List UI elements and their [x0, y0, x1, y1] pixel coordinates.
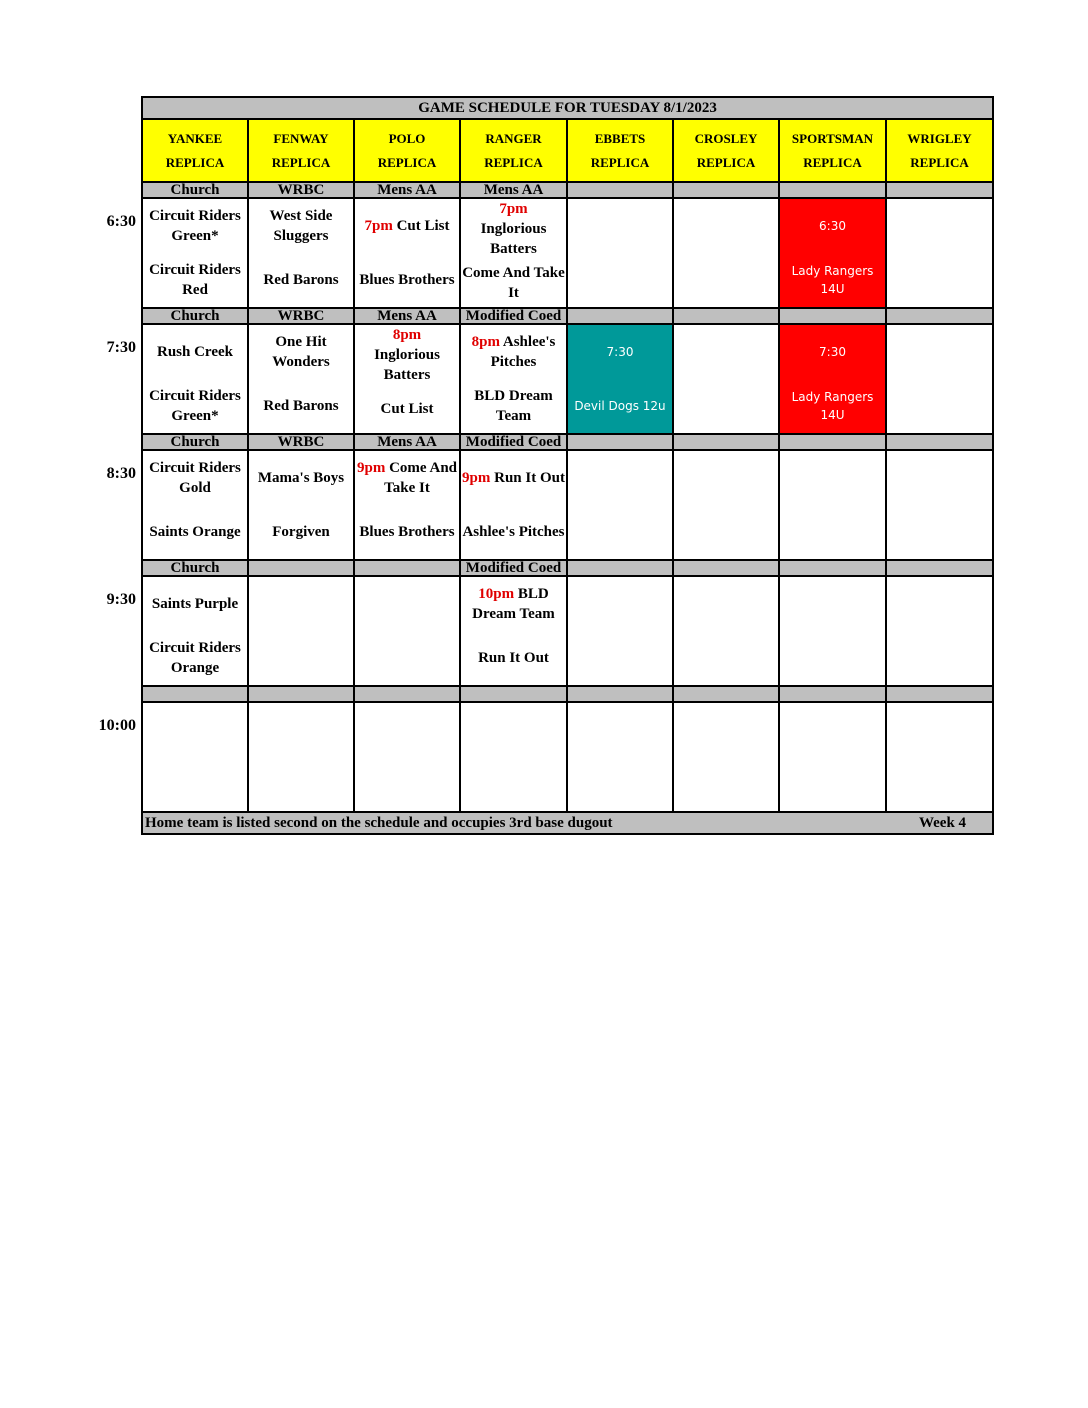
field-header-ranger — [460, 119, 567, 182]
footer-row — [142, 812, 993, 834]
league-label: Mens AA — [354, 308, 460, 324]
game-cell — [460, 702, 567, 812]
home-team — [568, 757, 672, 811]
game-cell-content — [780, 199, 885, 307]
away-team — [461, 325, 566, 379]
game-cell — [460, 198, 567, 308]
game-cell-content — [568, 577, 672, 685]
league-row — [142, 686, 993, 702]
field-header-crosley — [673, 119, 779, 182]
game-cell-content — [887, 451, 992, 559]
home-team — [568, 505, 672, 559]
field-header-polo — [354, 119, 460, 182]
home-team — [780, 631, 885, 685]
home-team — [355, 631, 459, 685]
game-cell — [779, 450, 886, 560]
away-team — [143, 325, 247, 379]
game-cell-content — [461, 325, 566, 433]
team-name: Mama's Boys — [257, 470, 345, 486]
time-label: 10:00 — [98, 717, 136, 734]
game-cell-content — [143, 325, 247, 433]
game-cell — [460, 576, 567, 686]
away-team — [674, 325, 778, 379]
home-team: Lady Rangers 14U — [791, 390, 874, 422]
game-cell-content — [568, 325, 672, 433]
away-team — [674, 451, 778, 505]
game-cell-content — [674, 451, 778, 559]
game-cell — [248, 450, 354, 560]
home-team — [674, 757, 778, 811]
game-cell — [779, 198, 886, 308]
game-cell-content — [780, 577, 885, 685]
game-cell-content — [887, 199, 992, 307]
home-team-note: Home team is listed second on the schedule and occupies 3rd base dugout — [145, 815, 613, 831]
away-team — [355, 703, 459, 757]
game-cell-content — [674, 199, 778, 307]
away-team — [887, 577, 992, 631]
start-time: 7pm — [364, 218, 393, 234]
game-cell-content — [674, 577, 778, 685]
league-label — [779, 560, 886, 576]
league-label — [779, 308, 886, 324]
away-team — [461, 577, 566, 631]
field-header-sportsman — [779, 119, 886, 182]
away-team — [355, 577, 459, 631]
team-name: Run It Out — [494, 470, 565, 486]
league-label — [248, 686, 354, 702]
game-cell-content — [249, 451, 353, 559]
league-label — [886, 308, 993, 324]
team-name: One Hit Wonders — [272, 334, 330, 370]
away-team — [568, 199, 672, 253]
time-label: 6:30 — [106, 213, 136, 230]
league-label — [779, 182, 886, 198]
league-label: Modified Coed — [460, 308, 567, 324]
game-cell-content — [143, 577, 247, 685]
home-team — [249, 631, 353, 685]
home-team — [568, 631, 672, 685]
game-cell-content — [143, 199, 247, 307]
league-label: WRBC — [248, 434, 354, 450]
game-cell-content — [461, 451, 566, 559]
league-label — [779, 434, 886, 450]
home-team: Come And Take It — [462, 265, 565, 301]
away-team — [887, 451, 992, 505]
game-cell — [248, 702, 354, 812]
game-cell — [673, 324, 779, 434]
game-cell-content — [887, 577, 992, 685]
game-cell — [673, 702, 779, 812]
game-cell — [248, 198, 354, 308]
game-cell — [567, 324, 673, 434]
home-team: Red Barons — [263, 398, 339, 414]
team-name: Inglorious Batters — [480, 221, 547, 257]
team-name: Inglorious Batters — [374, 347, 440, 383]
team-name: Come And Take It — [384, 460, 458, 496]
league-label: Modified Coed — [460, 434, 567, 450]
league-label: Church — [142, 182, 248, 198]
home-team — [568, 253, 672, 307]
away-team — [143, 703, 247, 757]
field-sub: REPLICA — [590, 154, 650, 170]
home-team — [887, 253, 992, 307]
home-team — [780, 505, 885, 559]
game-cell — [142, 450, 248, 560]
team-name: 7:30 — [819, 345, 846, 359]
game-cell — [354, 324, 460, 434]
time-label: 7:30 — [106, 339, 136, 356]
home-team — [674, 505, 778, 559]
field-name: YANKEE — [167, 130, 223, 146]
home-team: BLD Dream Team — [474, 388, 553, 424]
away-team — [249, 325, 353, 379]
game-cell-content — [780, 451, 885, 559]
field-name: EBBETS — [594, 130, 646, 146]
home-team: Ashlee's Pitches — [462, 524, 565, 540]
away-team — [887, 703, 992, 757]
team-name: 6:30 — [819, 219, 846, 233]
game-cell — [886, 702, 993, 812]
league-label: Mens AA — [354, 434, 460, 450]
game-cell — [354, 198, 460, 308]
away-team — [780, 199, 885, 253]
game-row — [142, 450, 993, 560]
game-cell — [142, 198, 248, 308]
away-team — [143, 199, 247, 253]
game-cell-content — [143, 451, 247, 559]
start-time: 8pm — [471, 334, 500, 350]
game-cell — [142, 576, 248, 686]
team-name: Ashlee's Pitches — [490, 334, 556, 370]
game-cell — [354, 450, 460, 560]
home-team — [461, 757, 566, 811]
league-label — [886, 686, 993, 702]
field-sub: REPLICA — [165, 154, 225, 170]
game-cell-content — [355, 451, 459, 559]
game-cell-content — [249, 703, 353, 811]
away-team — [143, 577, 247, 631]
field-sub: REPLICA — [910, 154, 969, 170]
league-label — [354, 560, 460, 576]
league-row — [142, 434, 993, 450]
game-row — [142, 702, 993, 812]
game-cell-content — [143, 703, 247, 811]
league-row — [142, 182, 993, 198]
home-team — [887, 631, 992, 685]
home-team — [249, 757, 353, 811]
away-team — [249, 451, 353, 505]
game-cell-content — [674, 325, 778, 433]
home-team: Devil Dogs 12u — [574, 399, 666, 413]
game-cell-content — [355, 577, 459, 685]
league-label — [673, 560, 779, 576]
league-label: Modified Coed — [460, 560, 567, 576]
game-cell — [354, 576, 460, 686]
league-label — [567, 434, 673, 450]
team-name: Cut List — [396, 218, 450, 234]
field-name: RANGER — [485, 130, 542, 146]
game-cell — [142, 324, 248, 434]
field-header-yankee — [142, 119, 248, 182]
field-sub: REPLICA — [803, 154, 862, 170]
field-name: CROSLEY — [694, 130, 758, 146]
league-label — [779, 686, 886, 702]
away-team — [780, 325, 885, 379]
league-label — [673, 434, 779, 450]
start-time: 8pm — [392, 327, 422, 343]
game-row — [142, 576, 993, 686]
field-header-fenway — [248, 119, 354, 182]
game-cell — [886, 324, 993, 434]
game-row — [142, 198, 993, 308]
league-label: WRBC — [248, 182, 354, 198]
game-cell — [886, 450, 993, 560]
league-label: Mens AA — [460, 182, 567, 198]
league-label — [567, 182, 673, 198]
home-team: Lady Rangers 14U — [791, 264, 874, 296]
away-team — [568, 451, 672, 505]
start-time: 7pm — [499, 201, 528, 217]
game-cell — [673, 450, 779, 560]
home-team — [887, 379, 992, 433]
game-cell — [779, 576, 886, 686]
field-sub: REPLICA — [484, 154, 543, 170]
game-cell-content — [887, 325, 992, 433]
team-name: Saints Purple — [151, 596, 239, 612]
league-label — [460, 686, 567, 702]
away-team — [674, 199, 778, 253]
home-team: Blues Brothers — [359, 524, 455, 540]
league-label — [673, 182, 779, 198]
league-label — [673, 686, 779, 702]
away-team — [568, 703, 672, 757]
game-cell-content — [461, 703, 566, 811]
away-team — [568, 577, 672, 631]
league-label: WRBC — [248, 308, 354, 324]
team-name: West Side Sluggers — [269, 208, 333, 244]
league-label: Mens AA — [354, 182, 460, 198]
game-cell — [248, 576, 354, 686]
league-row — [142, 560, 993, 576]
away-team — [887, 199, 992, 253]
game-cell — [248, 324, 354, 434]
home-team: Blues Brothers — [359, 272, 455, 288]
away-team — [780, 703, 885, 757]
team-name: BLD Dream Team — [472, 586, 555, 622]
league-label: Church — [142, 560, 248, 576]
game-cell — [779, 702, 886, 812]
game-cell-content — [568, 703, 672, 811]
field-sub: REPLICA — [271, 154, 331, 170]
away-team — [249, 577, 353, 631]
away-team — [143, 451, 247, 505]
home-team — [674, 379, 778, 433]
start-time: 10pm — [478, 586, 515, 602]
week-label: Week 4 — [918, 815, 967, 831]
away-team — [355, 199, 459, 253]
home-team: Circuit Riders Orange — [149, 640, 241, 676]
field-header-ebbets — [567, 119, 673, 182]
field-sub: REPLICA — [377, 154, 437, 170]
league-label — [673, 308, 779, 324]
game-cell — [673, 576, 779, 686]
home-team — [887, 757, 992, 811]
game-cell — [354, 702, 460, 812]
away-team — [249, 703, 353, 757]
start-time: 9pm — [356, 460, 386, 476]
game-cell-content — [568, 199, 672, 307]
team-name: 7:30 — [606, 345, 634, 359]
game-cell — [567, 702, 673, 812]
game-cell — [567, 576, 673, 686]
field-header-wrigley — [886, 119, 993, 182]
league-label — [886, 560, 993, 576]
home-team: Circuit Riders Red — [149, 262, 241, 298]
game-cell — [886, 198, 993, 308]
team-name: Circuit Riders Green* — [149, 208, 241, 244]
game-cell-content — [249, 577, 353, 685]
game-cell-content — [887, 703, 992, 811]
home-team — [887, 505, 992, 559]
time-label: 9:30 — [106, 591, 136, 608]
league-label — [567, 308, 673, 324]
league-label — [886, 182, 993, 198]
game-cell-content — [355, 703, 459, 811]
time-label: 8:30 — [106, 465, 136, 482]
away-team — [674, 703, 778, 757]
league-label: Church — [142, 434, 248, 450]
game-cell — [567, 450, 673, 560]
schedule-table — [141, 96, 994, 835]
home-team: Circuit Riders Green* — [149, 388, 241, 424]
footer-cell — [142, 812, 993, 834]
team-name: Circuit Riders Gold — [149, 460, 241, 496]
game-cell — [460, 324, 567, 434]
home-team — [143, 757, 247, 811]
game-cell-content — [780, 703, 885, 811]
league-row — [142, 308, 993, 324]
game-cell-content — [355, 325, 459, 433]
home-team: Run It Out — [478, 650, 549, 666]
league-label — [567, 686, 673, 702]
away-team — [355, 325, 459, 385]
field-name: POLO — [388, 130, 426, 146]
away-team — [249, 199, 353, 253]
home-team — [780, 757, 885, 811]
field-name: SPORTSMAN — [791, 130, 874, 146]
field-header-row — [142, 119, 993, 182]
home-team: Saints Orange — [149, 524, 241, 540]
game-cell — [779, 324, 886, 434]
league-label — [142, 686, 248, 702]
game-row — [142, 324, 993, 434]
home-team — [355, 757, 459, 811]
away-team — [780, 451, 885, 505]
league-label — [248, 560, 354, 576]
field-sub: REPLICA — [696, 154, 756, 170]
game-cell — [567, 198, 673, 308]
game-cell — [142, 702, 248, 812]
away-team — [461, 703, 566, 757]
league-label — [886, 434, 993, 450]
home-team: Red Barons — [263, 272, 339, 288]
league-label — [354, 686, 460, 702]
home-team — [674, 631, 778, 685]
home-team: Forgiven — [272, 524, 330, 540]
game-cell-content — [674, 703, 778, 811]
game-cell-content — [249, 199, 353, 307]
away-team — [568, 325, 672, 379]
league-label: Church — [142, 308, 248, 324]
away-team — [355, 451, 459, 505]
game-cell — [460, 450, 567, 560]
team-name: Rush Creek — [157, 344, 233, 360]
away-team — [461, 199, 566, 259]
league-label — [567, 560, 673, 576]
field-name: WRIGLEY — [907, 130, 972, 146]
game-cell-content — [780, 325, 885, 433]
away-team — [674, 577, 778, 631]
away-team — [887, 325, 992, 379]
game-cell-content — [568, 451, 672, 559]
schedule-title: GAME SCHEDULE FOR TUESDAY 8/1/2023 — [142, 97, 993, 119]
game-cell-content — [249, 325, 353, 433]
start-time: 9pm — [462, 470, 491, 486]
game-cell-content — [461, 199, 566, 307]
field-name: FENWAY — [273, 130, 329, 146]
home-team — [674, 253, 778, 307]
game-cell-content — [461, 577, 566, 685]
home-team: Cut List — [380, 401, 434, 417]
away-team — [780, 577, 885, 631]
game-cell — [886, 576, 993, 686]
game-cell — [673, 198, 779, 308]
game-cell-content — [355, 199, 459, 307]
away-team — [461, 451, 566, 505]
